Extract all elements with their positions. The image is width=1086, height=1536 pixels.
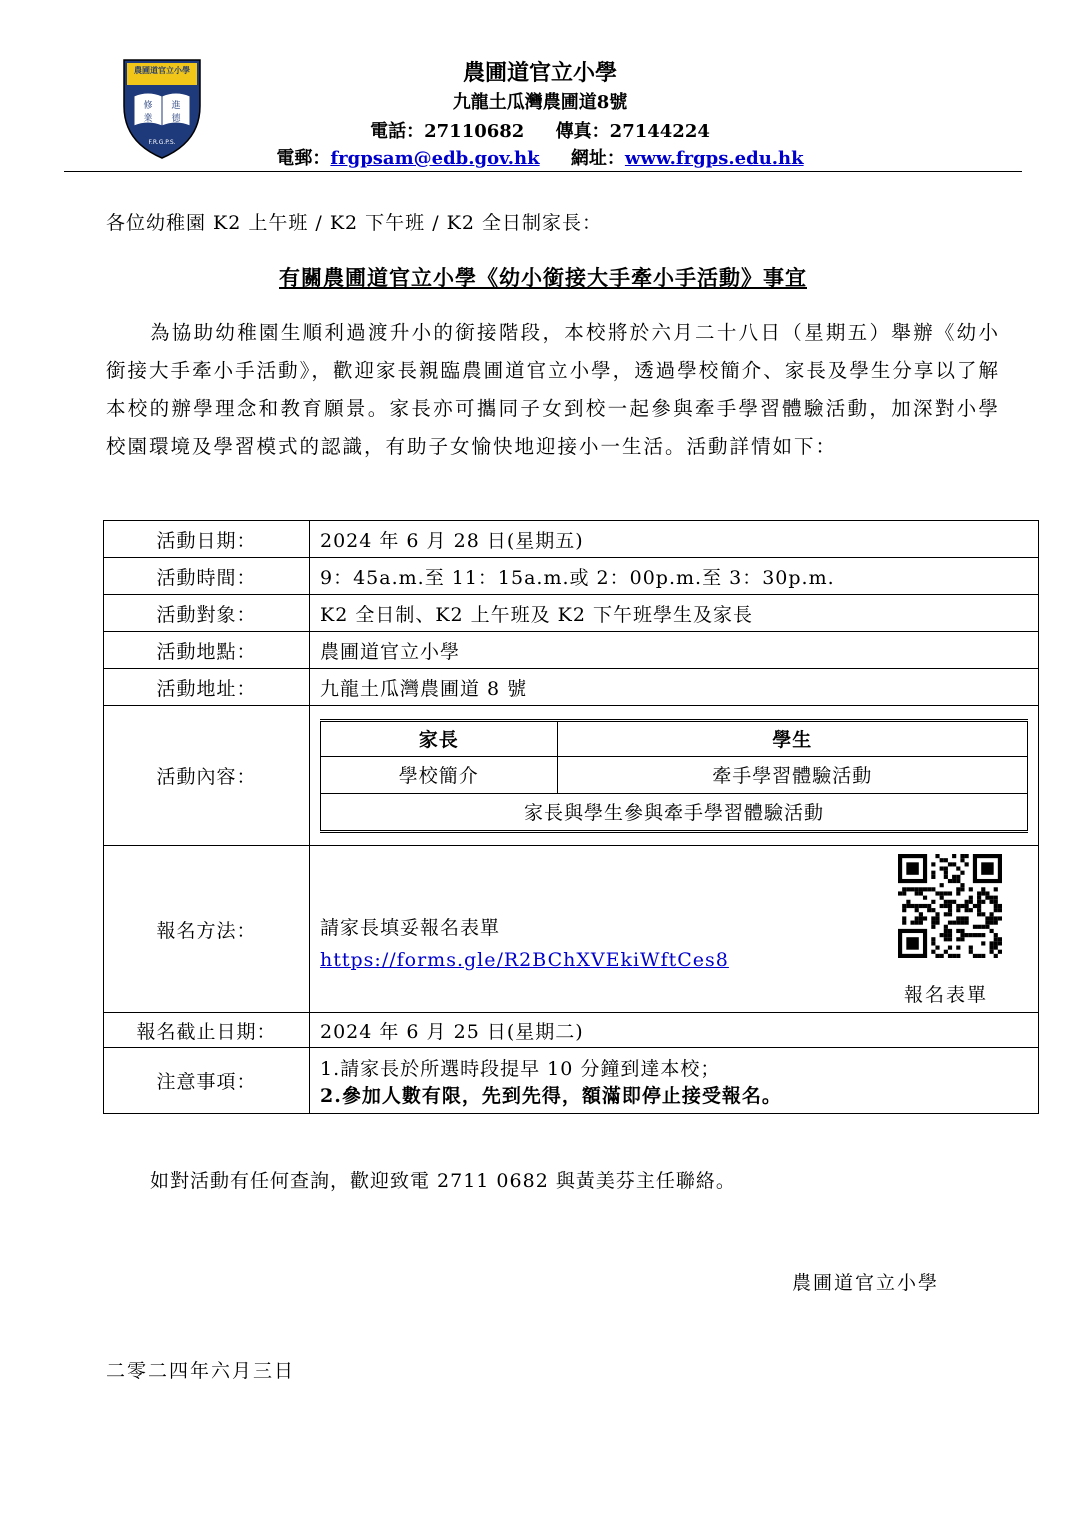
table-row — [104, 846, 1039, 1013]
school-crest-icon — [120, 56, 204, 162]
web-label: 網址： — [570, 148, 625, 169]
qr-caption: 報名表單 — [904, 984, 989, 1006]
table-row — [104, 706, 1039, 846]
deadline-label: 報名截止日期： — [104, 1013, 310, 1048]
email-link[interactable]: frgpsam@edb.gov.hk — [330, 148, 540, 169]
joint-item: 家長與學生參與牽手學習體驗活動 — [321, 793, 1028, 831]
body-paragraph: 為協助幼稚園生順利過渡升小的銜接階段，本校將於六月二十八日（星期五）舉辦《幼小銜接大手牽小手活動》，歡迎家長親臨農圃道官立小學，透過學校簡介、家長及學生分享以了解本校的辦學理念和教育願景。家長亦可攜同子女到校一起參與牽手學習體驗活動，加深對小學校園環境及學習模式的認識，有助子女愉快地迎接小一生活。活動詳情如下： — [106, 321, 1000, 458]
table-row — [104, 1013, 1039, 1048]
head-student: 學生 — [557, 720, 1027, 756]
school-address: 九龍土瓜灣農圃道8號 — [452, 92, 628, 113]
svg-text:農圃道官立小學: 農圃道官立小學 — [134, 66, 190, 75]
tel-label: 電話： — [370, 121, 425, 142]
target-value: K2 全日制、K2 上午班及 K2 下午班學生及家長 — [310, 595, 1039, 632]
notes-label: 注意事項： — [104, 1048, 310, 1114]
fax-label: 傳真： — [555, 121, 610, 142]
head-parent: 家長 — [321, 720, 558, 756]
table-row — [321, 720, 1028, 756]
contact-phone-fax — [200, 117, 880, 143]
time-value: 9：45a.m.至 11：15a.m.或 2：00p.m.至 3：30p.m. — [310, 558, 1039, 595]
activity-details-table — [103, 520, 1039, 1114]
reg-cell — [310, 846, 1039, 1013]
svg-text:修: 修 — [143, 101, 153, 111]
table-row — [104, 1048, 1039, 1114]
deadline-value: 2024 年 6 月 25 日(星期二) — [310, 1013, 1039, 1048]
content-label: 活動內容： — [104, 706, 310, 846]
reg-wrap — [320, 846, 1028, 1012]
student-item: 牽手學習體驗活動 — [557, 756, 1027, 793]
svg-text:業: 業 — [143, 114, 153, 124]
table-row — [321, 756, 1028, 793]
svg-text:德: 德 — [171, 114, 181, 124]
salutation: 各位幼稚園 K2 上午班 / K2 下午班 / K2 全日制家長： — [106, 212, 602, 234]
venue-label: 活動地點： — [104, 632, 310, 669]
svg-text:F.R.G.P.S.: F.R.G.P.S. — [148, 139, 176, 146]
content-cell — [310, 706, 1039, 846]
address-value: 九龍土瓜灣農圃道 8 號 — [310, 669, 1039, 706]
qr-code-icon[interactable] — [898, 854, 1002, 958]
target-label: 活動對象： — [104, 595, 310, 632]
table-row — [104, 558, 1039, 595]
enquiry-text: 如對活動有任何查詢，歡迎致電 2711 0682 與黃美芬主任聯絡。 — [150, 1170, 736, 1192]
table-row — [104, 632, 1039, 669]
contact-email-web — [200, 144, 880, 170]
issue-date: 二零二四年六月三日 — [106, 1360, 296, 1382]
venue-value: 農圃道官立小學 — [310, 632, 1039, 669]
date-label: 活動日期： — [104, 521, 310, 558]
notice-title: 有關農圃道官立小學《幼小銜接大手牽小手活動》事宜 — [279, 265, 807, 290]
notes-cell — [310, 1048, 1039, 1114]
address-label: 活動地址： — [104, 669, 310, 706]
signature: 農圃道官立小學 — [792, 1272, 940, 1294]
tel-number: 27110682 — [424, 121, 525, 142]
email-label: 電郵： — [276, 148, 331, 169]
reg-instructions — [320, 912, 729, 976]
note-1: 1.請家長於所選時段提早 10 分鐘到達本校； — [320, 1057, 721, 1080]
note-2: 2.參加人數有限，先到先得，額滿即停止接受報名。 — [320, 1084, 782, 1107]
time-label: 活動時間： — [104, 558, 310, 595]
table-row — [321, 793, 1028, 831]
table-row — [104, 521, 1039, 558]
table-row — [104, 595, 1039, 632]
svg-text:進: 進 — [171, 101, 181, 111]
parent-item: 學校簡介 — [321, 756, 558, 793]
school-name: 農圃道官立小學 — [462, 60, 617, 86]
website-link[interactable]: www.frgps.edu.hk — [624, 148, 804, 169]
fax-number: 27144224 — [609, 121, 710, 142]
reg-text: 請家長填妥報名表單 — [320, 917, 501, 939]
date-value: 2024 年 6 月 28 日(星期五) — [310, 521, 1039, 558]
content-table — [320, 719, 1028, 833]
table-row — [104, 669, 1039, 706]
reg-form-link[interactable]: https://forms.gle/R2BChXVEkiWftCes8 — [320, 949, 729, 971]
header-divider — [64, 171, 1022, 172]
reg-label: 報名方法： — [104, 846, 310, 1013]
